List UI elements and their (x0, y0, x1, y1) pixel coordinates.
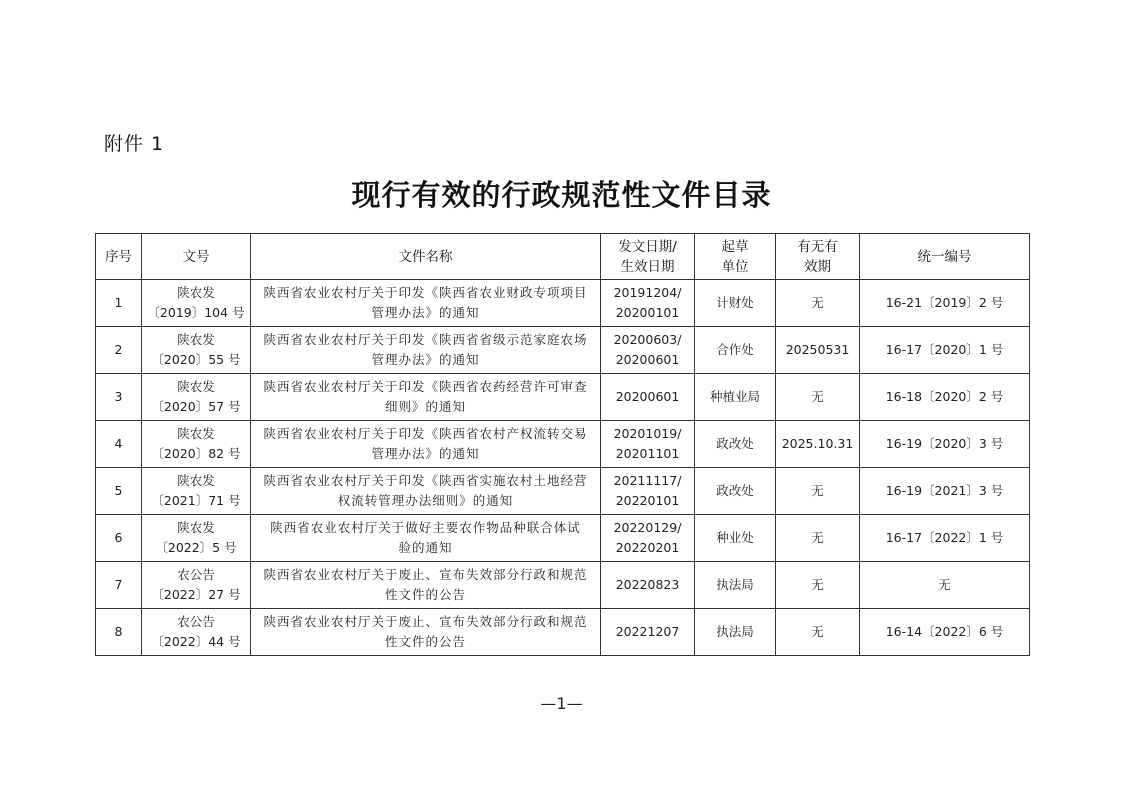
row-doc-no (142, 609, 251, 656)
table-row (96, 609, 1030, 656)
row-doc-no-line2: 〔2020〕57 号 (151, 399, 241, 414)
row-doc-name (251, 280, 601, 327)
row-code: 16-18〔2020〕2 号 (860, 374, 1030, 421)
row-validity: 无 (776, 280, 860, 327)
row-doc-name-line2: 细则》的通知 (384, 399, 466, 414)
row-code: 16-17〔2020〕1 号 (860, 327, 1030, 374)
row-doc-no-line2: 〔2021〕71 号 (151, 493, 241, 508)
row-date-line2: 20201101 (615, 446, 680, 461)
row-doc-no-line2: 〔2022〕44 号 (151, 634, 241, 649)
row-doc-name-line1: 陕西省农业农村厅关于做好主要农作物品种联合体试 (270, 520, 581, 535)
row-doc-no-line2: 〔2020〕55 号 (151, 352, 241, 367)
row-doc-no (142, 327, 251, 374)
header-validity (776, 234, 860, 280)
row-seq: 7 (96, 562, 142, 609)
row-doc-name-line2: 管理办法》的通知 (371, 446, 480, 461)
row-code: 16-14〔2022〕6 号 (860, 609, 1030, 656)
row-doc-no-line2: 〔2022〕5 号 (155, 540, 237, 555)
row-seq: 3 (96, 374, 142, 421)
header-unit-line1: 起草 (721, 238, 749, 255)
row-code: 16-19〔2021〕3 号 (860, 468, 1030, 515)
page-number: —1— (540, 694, 583, 713)
row-validity: 2025.10.31 (776, 421, 860, 468)
row-unit: 合作处 (695, 327, 776, 374)
row-doc-name (251, 374, 601, 421)
row-date: 20221207 (601, 609, 695, 656)
row-validity: 无 (776, 562, 860, 609)
row-unit: 政改处 (695, 468, 776, 515)
row-code: 16-19〔2020〕3 号 (860, 421, 1030, 468)
row-doc-name-line1: 陕西省农业农村厅关于印发《陕西省实施农村土地经营 (263, 473, 588, 488)
row-unit: 政改处 (695, 421, 776, 468)
row-date (601, 515, 695, 562)
row-doc-name-line2: 性文件的公告 (384, 634, 466, 649)
row-validity: 无 (776, 515, 860, 562)
row-doc-name-line2: 权流转管理办法细则》的通知 (337, 493, 514, 508)
row-doc-name (251, 515, 601, 562)
table-row (96, 562, 1030, 609)
row-doc-name-line1: 陕西省农业农村厅关于废止、宣布失效部分行政和规范 (263, 567, 588, 582)
table-row (96, 327, 1030, 374)
row-doc-no-line1: 农公告 (177, 567, 215, 582)
row-unit: 种业处 (695, 515, 776, 562)
document-title: 现行有效的行政规范性文件目录 (351, 178, 772, 212)
row-doc-name-line1: 陕西省农业农村厅关于印发《陕西省农村产权流转交易 (263, 426, 588, 441)
row-doc-name-line2: 管理办法》的通知 (371, 352, 480, 367)
row-seq: 5 (96, 468, 142, 515)
row-doc-no-line1: 陕农发 (177, 285, 215, 300)
row-date-line1: 20211117/ (613, 473, 682, 488)
table-row (96, 421, 1030, 468)
row-doc-no-line1: 陕农发 (177, 332, 215, 347)
row-date-line1: 20220129/ (613, 520, 682, 535)
row-code: 16-21〔2019〕2 号 (860, 280, 1030, 327)
row-doc-no (142, 468, 251, 515)
row-doc-name (251, 327, 601, 374)
row-date-line1: 20201019/ (613, 426, 682, 441)
row-date (601, 280, 695, 327)
row-doc-no (142, 374, 251, 421)
row-date (601, 421, 695, 468)
header-code: 统一编号 (860, 234, 1030, 280)
row-doc-no-line1: 陕农发 (177, 426, 215, 441)
row-validity: 20250531 (776, 327, 860, 374)
row-unit: 执法局 (695, 562, 776, 609)
header-date-line2: 生效日期 (620, 258, 675, 275)
header-seq: 序号 (96, 234, 142, 280)
table-row (96, 280, 1030, 327)
row-doc-name-line1: 陕西省农业农村厅关于印发《陕西省农业财政专项项目 (263, 285, 588, 300)
table-header-row (96, 234, 1030, 280)
row-doc-no (142, 515, 251, 562)
row-doc-no-line1: 陕农发 (177, 473, 215, 488)
row-doc-name (251, 609, 601, 656)
row-doc-no-line1: 陕农发 (177, 520, 215, 535)
row-validity: 无 (776, 468, 860, 515)
row-validity: 无 (776, 374, 860, 421)
header-unit (695, 234, 776, 280)
row-doc-name-line1: 陕西省农业农村厅关于印发《陕西省农药经营许可审查 (263, 379, 588, 394)
header-date-line1: 发文日期/ (618, 238, 677, 255)
row-code: 无 (860, 562, 1030, 609)
row-code: 16-17〔2022〕1 号 (860, 515, 1030, 562)
attachment-label: 附件 1 (104, 133, 165, 155)
row-doc-name (251, 468, 601, 515)
table-row (96, 374, 1030, 421)
row-doc-no-line2: 〔2019〕104 号 (147, 305, 245, 320)
row-seq: 8 (96, 609, 142, 656)
header-date (601, 234, 695, 280)
document-catalog-table (95, 233, 1030, 656)
row-doc-name-line2: 验的通知 (398, 540, 453, 555)
row-seq: 2 (96, 327, 142, 374)
row-doc-no (142, 562, 251, 609)
row-date-line1: 20191204/ (613, 285, 682, 300)
row-date-line2: 20200101 (615, 305, 680, 320)
header-validity-line2: 效期 (804, 258, 831, 275)
row-seq: 1 (96, 280, 142, 327)
row-date-line1: 20200603/ (613, 332, 682, 347)
row-date: 20200601 (601, 374, 695, 421)
table-row (96, 468, 1030, 515)
row-doc-name-line1: 陕西省农业农村厅关于印发《陕西省省级示范家庭农场 (263, 332, 588, 347)
row-doc-name-line2: 管理办法》的通知 (371, 305, 480, 320)
header-validity-line1: 有无有 (797, 238, 838, 255)
row-doc-name-line2: 性文件的公告 (384, 587, 466, 602)
row-date-line2: 20220201 (615, 540, 680, 555)
row-doc-no-line2: 〔2020〕82 号 (151, 446, 241, 461)
row-doc-name (251, 421, 601, 468)
row-seq: 6 (96, 515, 142, 562)
row-doc-no-line1: 陕农发 (177, 379, 215, 394)
row-unit: 计财处 (695, 280, 776, 327)
row-doc-no-line1: 农公告 (177, 614, 215, 629)
row-date-line2: 20220101 (615, 493, 680, 508)
row-doc-name-line1: 陕西省农业农村厅关于废止、宣布失效部分行政和规范 (263, 614, 588, 629)
row-unit: 种植业局 (695, 374, 776, 421)
row-seq: 4 (96, 421, 142, 468)
row-date-line2: 20200601 (615, 352, 680, 367)
row-doc-name (251, 562, 601, 609)
header-unit-line2: 单位 (721, 258, 749, 275)
row-date: 20220823 (601, 562, 695, 609)
row-doc-no (142, 421, 251, 468)
header-doc-name: 文件名称 (251, 234, 601, 280)
row-unit: 执法局 (695, 609, 776, 656)
table-row (96, 515, 1030, 562)
row-date (601, 327, 695, 374)
row-doc-no (142, 280, 251, 327)
row-doc-no-line2: 〔2022〕27 号 (151, 587, 241, 602)
row-validity: 无 (776, 609, 860, 656)
header-doc-no: 文号 (142, 234, 251, 280)
row-date (601, 468, 695, 515)
